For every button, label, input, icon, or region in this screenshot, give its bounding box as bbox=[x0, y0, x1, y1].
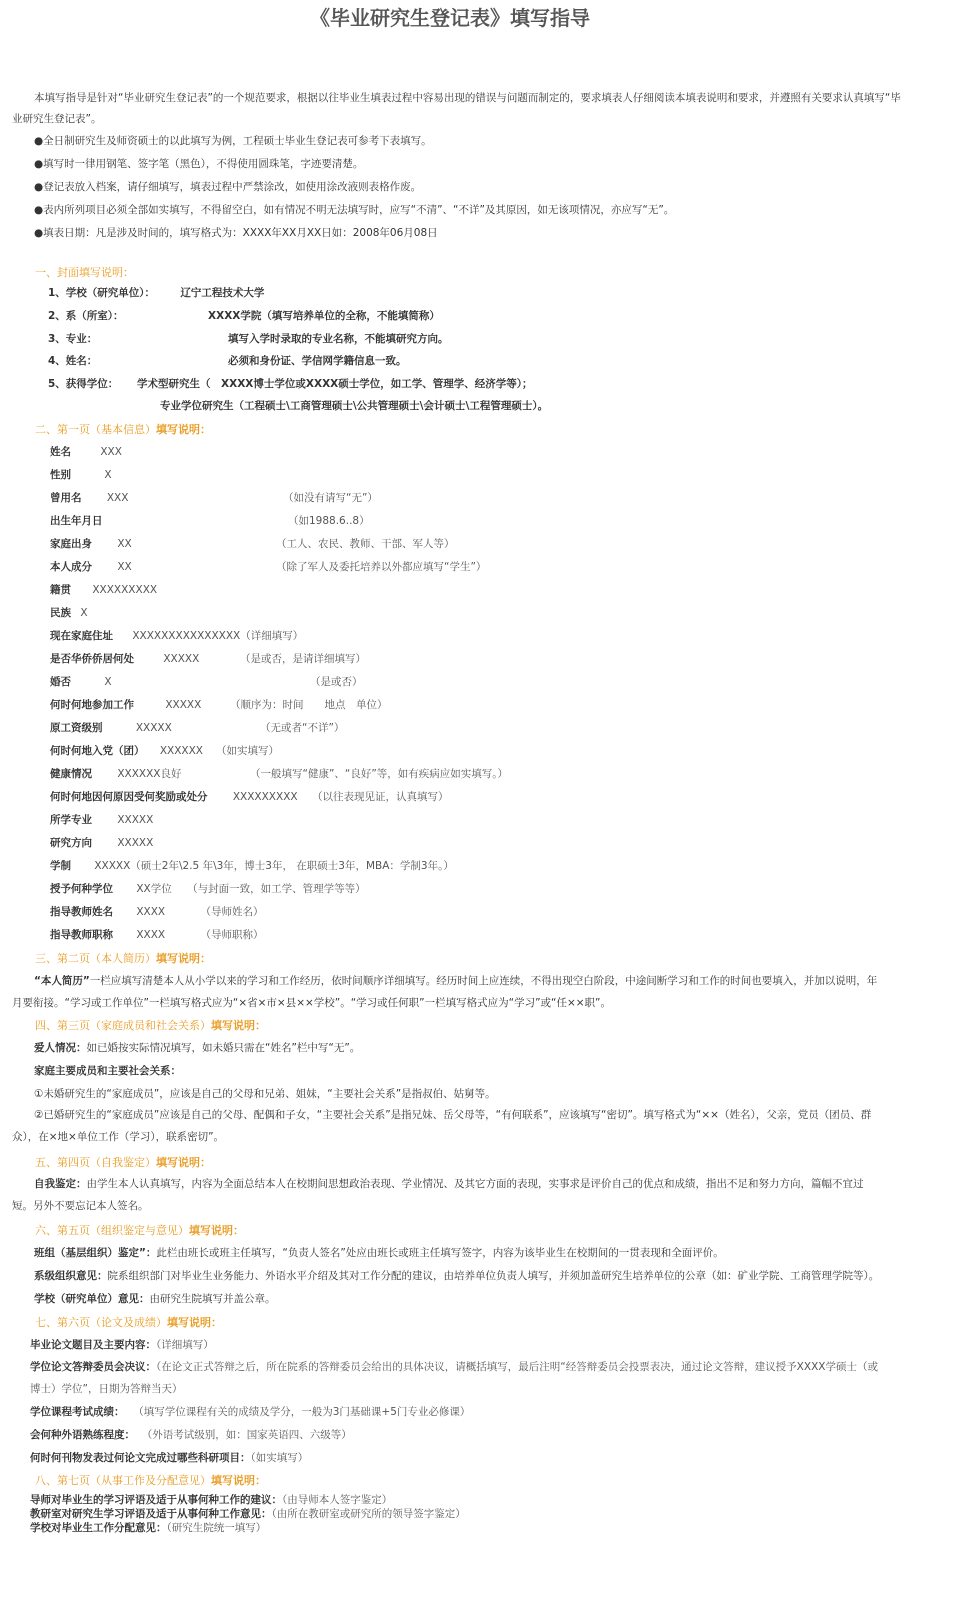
section-heading-text: 填写说明： bbox=[156, 1156, 211, 1169]
field-label: 3、专业： bbox=[48, 333, 98, 345]
field-value: XXXXXXXXXXXXXXX（详细填写） bbox=[132, 630, 304, 642]
field-note: （是或否） bbox=[310, 676, 363, 688]
assignment-item-school bbox=[30, 1522, 266, 1535]
field-value: XXXXXX bbox=[159, 745, 204, 757]
field-family-origin bbox=[50, 538, 132, 551]
intro-bullet: ●登记表放入档案，请仔细填写，填表过程中严禁涂改，如使用涂改液则表格作废。 bbox=[34, 181, 422, 193]
field-value: XXXXX（硕士2年\2.5 年\3年，博士3年， 在职硕士3年，MBA：学制3年。） bbox=[94, 860, 454, 872]
field-label: 1、学校（研究单位）： bbox=[48, 287, 156, 299]
field-note: （与封面一致，如工学、管理学等等） bbox=[187, 883, 366, 895]
intro-section bbox=[12, 88, 902, 245]
field-value: X bbox=[104, 676, 112, 688]
family-item-married bbox=[12, 1104, 878, 1148]
field-advisor-name bbox=[50, 906, 263, 919]
field-label: 婚否 bbox=[50, 676, 71, 688]
field-label: 家庭出身 bbox=[50, 538, 92, 550]
cover-item-major bbox=[48, 333, 97, 346]
field-label: 是否华侨侨居何处 bbox=[50, 653, 134, 665]
field-former-name bbox=[50, 492, 128, 505]
field-label: 何时何地入党（团） bbox=[50, 745, 145, 757]
section-heading-text: 填写说明： bbox=[211, 1019, 266, 1032]
field-label: 本人成分 bbox=[50, 561, 92, 573]
self-assessment-instructions bbox=[12, 1173, 878, 1217]
field-value: XXXXXX良好 bbox=[117, 768, 182, 780]
org-item-department bbox=[34, 1270, 879, 1283]
field-value: XXXX bbox=[136, 929, 166, 941]
org-item-class bbox=[34, 1247, 724, 1260]
field-label: 现在家庭住址 bbox=[50, 630, 113, 642]
section-heading-text: 填写说明： bbox=[211, 1474, 266, 1487]
field-label: 5、获得学位： bbox=[48, 378, 119, 390]
cover-item-school bbox=[48, 287, 264, 300]
field-note: （如1988.6..8） bbox=[288, 515, 370, 527]
field-label: 毕业论文题目及主要内容： bbox=[30, 1339, 156, 1351]
assignment-item-office bbox=[30, 1508, 466, 1521]
field-label: 何时何地因何原因受何奖励或处分 bbox=[50, 791, 208, 803]
field-value: XXXX bbox=[136, 906, 166, 918]
field-value: XX学位 bbox=[136, 883, 172, 895]
thesis-item-publications bbox=[30, 1452, 308, 1465]
field-awards bbox=[50, 791, 298, 804]
field-label: 健康情况 bbox=[50, 768, 92, 780]
section-heading-text: （组织鉴定与意见） bbox=[90, 1224, 189, 1237]
field-label: 指导教师职称 bbox=[50, 929, 113, 941]
section-heading-text: 六、第五页 bbox=[35, 1224, 90, 1237]
spouse-instructions bbox=[34, 1042, 360, 1055]
field-label: 导师对毕业生的学习评语及适于从事何种工作的建议： bbox=[30, 1494, 282, 1506]
section-heading-text: （家庭成员和社会关系） bbox=[90, 1019, 211, 1032]
family-item-unmarried: ①未婚研究生的“家庭成员”，应该是自己的父母和兄弟、姐妹，“主要社会关系”是指叔伯、姑舅等。 bbox=[34, 1088, 496, 1100]
thesis-item-courses bbox=[30, 1406, 470, 1419]
section-heading-page4 bbox=[35, 1156, 211, 1169]
paragraph-text: （外语考试级别，如：国家英语四、六级等） bbox=[147, 1429, 352, 1441]
field-label: 指导教师姓名 bbox=[50, 906, 113, 918]
field-note: （除了军人及委托培养以外都应填写“学生”） bbox=[276, 561, 487, 573]
field-value: XXXXX bbox=[135, 722, 172, 734]
paragraph-text: 如已婚按实际情况填写，如未婚只需在“姓名”栏中写“无”。 bbox=[86, 1042, 361, 1054]
cover-item-name bbox=[48, 355, 97, 368]
field-label: 班组（基层组织）鉴定”： bbox=[34, 1247, 157, 1259]
section-heading-text: （基本信息） bbox=[90, 423, 156, 436]
thesis-item-language bbox=[30, 1429, 352, 1442]
section-heading-text: 二、第一页 bbox=[35, 423, 90, 436]
paragraph-text: （由所在教研室或研究所的领导签字鉴定） bbox=[271, 1508, 466, 1520]
field-value: XXXXX bbox=[117, 837, 154, 849]
paragraph-text: 由学生本人认真填写，内容为全面总结本人在校期间思想政治表现、学业情况、及其它方面的表现，实事求是评价自己的优点和成绩，指出不足和努力方向，篇幅不宜过短。另外不要忘记本人签名。 bbox=[12, 1178, 864, 1212]
field-name bbox=[50, 446, 122, 459]
field-salary-level bbox=[50, 722, 172, 735]
field-value: XX bbox=[117, 561, 132, 573]
field-label: 何时何刊物发表过何论文完成过哪些科研项目： bbox=[30, 1452, 251, 1464]
field-label: 教研室对研究生学习评语及适于从事何种工作意见： bbox=[30, 1508, 272, 1520]
section-heading-page7 bbox=[35, 1474, 266, 1487]
thesis-item-title bbox=[30, 1339, 214, 1352]
field-value: XXXXX bbox=[163, 653, 200, 665]
field-major bbox=[50, 814, 153, 827]
field-value: XXXX学院（填写培养单位的全称，不能填简称） bbox=[208, 310, 440, 322]
field-value: XXXXX bbox=[165, 699, 202, 711]
field-note: （一般填写“健康”、“良好”等，如有疾病应如实填写。） bbox=[250, 768, 509, 780]
field-research-direction bbox=[50, 837, 153, 850]
paragraph-text: （由导师本人签字鉴定） bbox=[282, 1494, 393, 1506]
section-heading-page3 bbox=[35, 1019, 266, 1032]
field-label: 原工资级别 bbox=[50, 722, 103, 734]
intro-lead: 本填写指导是针对“毕业研究生登记表”的一个规范要求，根据以往毕业生填表过程中容易出现的错误与问题而制定的，要求填表人仔细阅读本填表说明和要求，并遵照有关要求认真填写“毕业研究生登记表”。 bbox=[12, 92, 901, 125]
field-personal-status bbox=[50, 561, 132, 574]
field-value: 学术型研究生（ XXXX博士学位或XXXX硕士学位，如工学、管理学、经济学等）； bbox=[137, 378, 533, 390]
field-duration bbox=[50, 860, 454, 873]
section-heading-text: 四、第三页 bbox=[35, 1019, 90, 1032]
field-label: 所学专业 bbox=[50, 814, 92, 826]
paragraph-text: 院系组织部门对毕业生业务能力、外语水平介绍及其对工作分配的建议，由培养单位负责人填写，并须加盖研究生培养单位的公章（如：矿业学院、工商管理学院等）。 bbox=[107, 1270, 880, 1282]
field-label: 曾用名 bbox=[50, 492, 82, 504]
thesis-item-defense bbox=[30, 1356, 878, 1400]
section-heading-text: 填写说明： bbox=[156, 952, 211, 965]
cover-item-department bbox=[48, 310, 124, 323]
field-married bbox=[50, 676, 112, 689]
field-overseas bbox=[50, 653, 199, 666]
section-heading-text: （自我鉴定） bbox=[90, 1156, 156, 1169]
field-birthdate bbox=[50, 515, 103, 528]
paragraph-text: （研究生院统一填写） bbox=[166, 1522, 267, 1534]
field-label: 籍贯 bbox=[50, 584, 71, 596]
field-advisor-title bbox=[50, 929, 263, 942]
field-degree-type bbox=[50, 883, 366, 896]
field-label: 学校（研究单位）意见： bbox=[34, 1293, 150, 1305]
resume-instructions bbox=[12, 970, 878, 1014]
section-heading-page1 bbox=[35, 423, 211, 436]
paragraph-text: ②已婚研究生的“家庭成员”应该是自己的父母、配偶和子女，“主要社会关系”是指兄妹、岳父母等，“有何联系”，应该填写“密切”。填写格式为“××（姓名），父亲，党员（团员、群众），在×地×单位工作（学习），联系密切”。 bbox=[12, 1109, 872, 1143]
field-value: XXXXXXXXX bbox=[232, 791, 298, 803]
field-value: 必须和身份证、学信网学籍信息一致。 bbox=[228, 355, 407, 367]
section-heading-text: （论文及成绩） bbox=[90, 1316, 167, 1329]
section-heading-text: 填写说明： bbox=[189, 1224, 244, 1237]
field-home-address bbox=[50, 630, 303, 643]
paragraph-text: （如实填写） bbox=[250, 1452, 309, 1464]
field-label: 学校对毕业生工作分配意见： bbox=[30, 1522, 167, 1534]
field-value: XXXXX bbox=[117, 814, 154, 826]
field-label: 出生年月日 bbox=[50, 515, 103, 527]
family-label: 家庭主要成员和主要社会关系： bbox=[34, 1065, 181, 1077]
field-value: 辽宁工程技术大学 bbox=[180, 287, 265, 299]
paragraph-text: （详细填写） bbox=[156, 1339, 214, 1351]
field-work-start bbox=[50, 699, 201, 712]
field-note: （无或者“不详”） bbox=[260, 722, 345, 734]
field-party-join bbox=[50, 745, 203, 758]
field-value: XXXXXXXXX bbox=[92, 584, 158, 596]
field-label: 何时何地参加工作 bbox=[50, 699, 134, 711]
field-note: （以往表现见证，认真填写） bbox=[312, 791, 449, 803]
field-note: （导师职称） bbox=[200, 929, 264, 941]
field-value: XXX bbox=[106, 492, 129, 504]
section-heading-text: 填写说明： bbox=[167, 1316, 222, 1329]
field-value: 填写入学时录取的专业名称，不能填研究方向。 bbox=[228, 333, 449, 345]
org-item-school bbox=[34, 1293, 276, 1306]
field-value: XXX bbox=[100, 446, 122, 458]
section-heading-text: 七、第六页 bbox=[35, 1316, 90, 1329]
paragraph-text: 一栏应填写清楚本人从小学以来的学习和工作经历，依时间顺序详细填写。经历时间上应连续，不得出现空白阶段，中途间断学习和工作的时间也要填入，并加以说明，年月要衔接。“学习或工作单位”一栏填写格式应为“×省×市×县××学校”。“学习或任何职”一栏填写格式应为“学习”或“任××职”。 bbox=[12, 975, 878, 1009]
section-heading-text: 一、封面填写说明： bbox=[35, 266, 134, 279]
field-label: 自我鉴定： bbox=[34, 1178, 87, 1190]
field-label: 民族 bbox=[50, 607, 71, 619]
cover-item-degree bbox=[48, 378, 118, 391]
field-label: 会何种外语熟练程度： bbox=[30, 1429, 135, 1441]
field-native-place bbox=[50, 584, 157, 597]
field-gender bbox=[50, 469, 112, 482]
intro-bullet: ●填写时一律用钢笔、签字笔（黑色），不得使用圆珠笔，字迹要清楚。 bbox=[34, 158, 364, 170]
field-value: X bbox=[104, 469, 112, 481]
field-note: （如实填写） bbox=[216, 745, 279, 757]
field-note: （导师姓名） bbox=[200, 906, 264, 918]
field-label: 学位课程考试成绩： bbox=[30, 1406, 125, 1418]
field-label: 4、姓名： bbox=[48, 355, 98, 367]
field-value: X bbox=[80, 607, 88, 619]
section-heading-page6 bbox=[35, 1316, 222, 1329]
section-heading-text: 五、第四页 bbox=[35, 1156, 90, 1169]
field-label: “本人简历” bbox=[34, 975, 90, 987]
assignment-item-advisor bbox=[30, 1494, 392, 1507]
cover-degree-professional: 专业学位研究生（工程硕士\工商管理硕士\公共管理硕士\会计硕士\工程管理硕士）。 bbox=[160, 400, 549, 412]
field-label: 学制 bbox=[50, 860, 71, 872]
intro-bullet: ●填表日期：凡是涉及时间的，填写格式为：XXXX年XX月XX日如：2008年06月08日 bbox=[34, 227, 438, 239]
field-ethnicity bbox=[50, 607, 88, 620]
section-heading-text: 三、第二页 bbox=[35, 952, 90, 965]
field-health bbox=[50, 768, 182, 781]
paragraph-text: （填写学位课程有关的成绩及学分，一般为3门基础课+5门专业必修课） bbox=[138, 1406, 471, 1418]
field-label: 性别 bbox=[50, 469, 71, 481]
page-title: 《毕业研究生登记表》填写指导 bbox=[310, 6, 590, 30]
section-heading-text: （从事工作及分配意见） bbox=[90, 1474, 211, 1487]
section-heading-page2 bbox=[35, 952, 211, 965]
field-label: 姓名 bbox=[50, 446, 71, 458]
field-note: （工人、农民、教师、干部、军人等） bbox=[276, 538, 455, 550]
intro-bullet: ●表内所列项目必须全部如实填写，不得留空白，如有情况不明无法填写时，应写“不清”、“不详”及其原因，如无该项情况，亦应写“无”。 bbox=[34, 204, 675, 216]
field-label: 学位论文答辩委员会决议： bbox=[30, 1361, 156, 1373]
section-heading-text: （本人简历） bbox=[90, 952, 156, 965]
paragraph-text: 此栏由班长或班主任填写，“负责人签名”处应由班长或班主任填写签字，内容为该毕业生在校期间的一贯表现和全面评价。 bbox=[156, 1247, 724, 1259]
paragraph-text: （在论文正式答辩之后，所在院系的答辩委员会给出的具体决议，请概括填写，最后注明“经答辩委员会投票表决，通过论文答辩，建议授予XXXX学硕士（或博士）学位”，日期为答辩当天） bbox=[30, 1361, 878, 1395]
field-label: 授予何种学位 bbox=[50, 883, 113, 895]
intro-bullet: ●全日制研究生及师资硕士的以此填写为例，工程硕士毕业生登记表可参考下表填写。 bbox=[34, 135, 432, 147]
field-label: 研究方向 bbox=[50, 837, 92, 849]
section-heading-cover bbox=[35, 266, 134, 279]
section-heading-page5 bbox=[35, 1224, 244, 1237]
section-heading-text: 填写说明： bbox=[156, 423, 211, 436]
field-note: （如没有请写“无”） bbox=[283, 492, 378, 504]
paragraph-text: 由研究生院填写并盖公章。 bbox=[149, 1293, 276, 1305]
field-value: XX bbox=[117, 538, 132, 550]
field-label: 系级组织意见： bbox=[34, 1270, 108, 1282]
field-label: 2、系（所室）： bbox=[48, 310, 124, 322]
field-note: （是或否，是请详细填写） bbox=[240, 653, 366, 665]
field-label: 爱人情况： bbox=[34, 1042, 87, 1054]
field-note: （顺序为：时间 地点 单位） bbox=[230, 699, 388, 711]
section-heading-text: 八、第七页 bbox=[35, 1474, 90, 1487]
